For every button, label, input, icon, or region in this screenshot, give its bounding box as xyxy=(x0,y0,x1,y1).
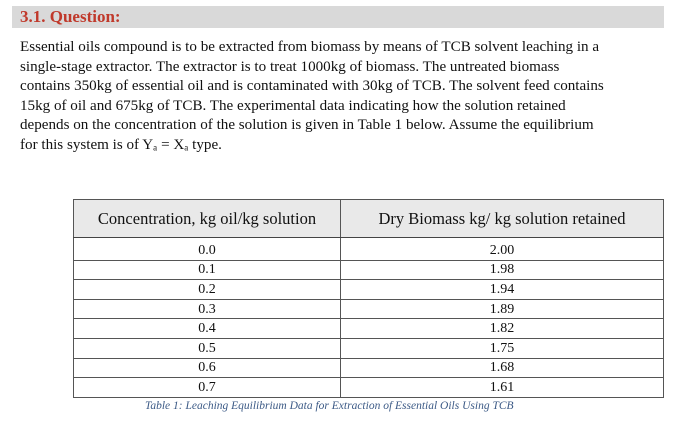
table-row xyxy=(74,299,664,319)
paragraph-line: 15kg of oil and 675kg of TCB. The experimental data indicating how the solution retained xyxy=(20,97,566,114)
dry-biomass-cell: 2.00 xyxy=(341,238,664,261)
concentration-cell: 0.7 xyxy=(74,378,341,398)
dry-biomass-cell: 1.75 xyxy=(341,338,664,358)
concentration-cell: 0.5 xyxy=(74,338,341,358)
question-paragraph xyxy=(20,38,670,156)
concentration-cell: 0.2 xyxy=(74,280,341,300)
dry-biomass-cell: 1.61 xyxy=(341,378,664,398)
table-row xyxy=(74,238,664,261)
table-row xyxy=(74,378,664,398)
concentration-cell: 0.0 xyxy=(74,238,341,261)
paragraph-line: Essential oils compound is to be extracted from biomass by means of TCB solvent leaching in a xyxy=(20,39,600,55)
table-row xyxy=(74,260,664,280)
concentration-column-header: Concentration, kg oil/kg solution xyxy=(74,200,341,238)
concentration-cell: 0.6 xyxy=(74,358,341,378)
heading-bar xyxy=(12,6,664,28)
paragraph-line: depends on the concentration of the solution is given in Table 1 below. Assume the equilibrium xyxy=(20,117,594,134)
table-row xyxy=(74,280,664,300)
dry-biomass-cell: 1.68 xyxy=(341,358,664,378)
concentration-cell: 0.3 xyxy=(74,299,341,319)
table-caption: Table 1: Leaching Equilibrium Data for Extraction of Essential Oils Using TCB xyxy=(145,400,514,412)
table-row xyxy=(74,358,664,378)
dry-biomass-cell: 1.94 xyxy=(341,280,664,300)
equilibrium-data-table xyxy=(73,199,664,398)
table-row xyxy=(74,319,664,339)
concentration-cell: 0.4 xyxy=(74,319,341,339)
question-heading: 3.1. Question: xyxy=(20,7,121,26)
paragraph-line: single-stage extractor. The extractor is to treat 1000kg of biomass. The untreated biomass xyxy=(20,58,560,75)
dry-biomass-cell: 1.89 xyxy=(341,299,664,319)
table-header-row xyxy=(74,200,664,238)
dry-biomass-cell: 1.82 xyxy=(341,319,664,339)
concentration-cell: 0.1 xyxy=(74,260,341,280)
table-row xyxy=(74,338,664,358)
dry-biomass-column-header: Dry Biomass kg/ kg solution retained xyxy=(341,200,664,238)
dry-biomass-cell: 1.98 xyxy=(341,260,664,280)
paragraph-line: for this system is of Yₐ = Xₐ type. xyxy=(20,136,222,153)
paragraph-line: contains 350kg of essential oil and is contaminated with 30kg of TCB. The solvent feed contains xyxy=(20,78,604,95)
